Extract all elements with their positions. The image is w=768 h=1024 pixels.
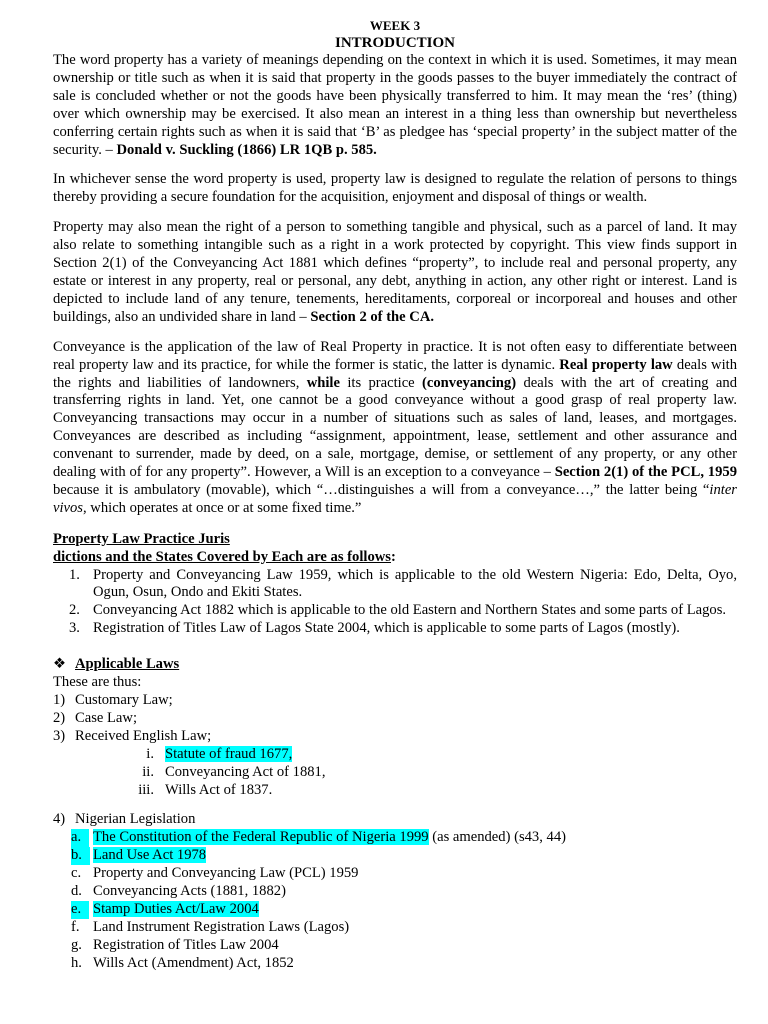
list-text: Nigerian Legislation <box>75 811 196 828</box>
list-text: Land Use Act 1978 <box>93 847 207 864</box>
english-law-list <box>53 746 737 800</box>
list-item <box>53 829 737 847</box>
applicable-laws-list <box>53 692 737 746</box>
list-number: f. <box>71 918 80 935</box>
list-number: b. <box>71 847 90 865</box>
list-number: 1. <box>69 566 80 583</box>
legislation-list <box>53 829 737 972</box>
p4-bold-4: Section 2(1) of the PCL, 1959 <box>554 464 737 481</box>
list-text: Wills Act (Amendment) Act, 1852 <box>93 954 294 971</box>
list-number: e. <box>71 901 89 919</box>
jurisdictions-heading-line2 <box>53 549 737 567</box>
list-number: 4) <box>53 811 66 828</box>
p4-bold-1: Real property law <box>559 356 673 373</box>
list-number: d. <box>71 883 82 900</box>
list-item <box>53 919 737 937</box>
list-number: h. <box>71 954 82 971</box>
paragraph-3-text: Property may also mean the right of a person to something tangible and physical, such as a parcel of land. It may also relate to something intangible such as a right in a work protected by copyright. This view finds support in Section 2(1) of the Conveyancing Act 1881 which defines “property”, to include real and personal property, any estate or interest in any property, real or personal, any debt, anything in action, any other right or interest. Land is depicted to include land of any tenure, tenements, hereditaments, corporeal or incorporeal and houses and other buildings, also an undivided share in land – <box>53 219 737 325</box>
list-number: c. <box>71 865 82 882</box>
paragraph-2: In whichever sense the word property is used, property law is designed to regulate the relation of persons to things thereby providing a secure foundation for the acquisition, enjoyment and disposal of things or wealth. <box>53 171 737 206</box>
list-text: Customary Law; <box>75 692 173 708</box>
p4-bold-2: while <box>306 374 340 391</box>
p4-italic: inter vivos <box>53 481 737 516</box>
list-text: Property and Conveyancing Law 1959, which is applicable to the old Western Nigeria: Edo, Delta, Oyo, Ogun, Osun, Ondo and Ekiti States. <box>93 566 737 601</box>
paragraph-1-text: The word property has a variety of meanings depending on the context in which it is used. Sometimes, it may mean ownership or title such as when it is said that property in the goods passes to the buyer immediately the contract of sale is concluded whether or not the goods have been physically transferred to him. It may mean the ‘res’ (thing) over which ownership may be exercised. It also mean an interest in a thing less than ownership but nevertheless conferring certain rights such as when it is said that ‘B’ as pledgee has ‘special property’ in the subject matter of the security. – <box>53 52 737 158</box>
list-text: Conveyancing Act 1882 which is applicable to the old Eastern and Northern States and some parts of Lagos. <box>93 602 727 619</box>
page-title: INTRODUCTION <box>334 35 455 51</box>
list-item <box>53 811 737 829</box>
heading-colon: : <box>390 548 396 565</box>
list-text: Property and Conveyancing Law (PCL) 1959 <box>93 865 359 882</box>
list-number: i. <box>146 745 154 762</box>
applicable-laws-title: Applicable Laws <box>75 656 180 673</box>
nigerian-legislation-item <box>53 811 737 829</box>
list-number: 3) <box>53 727 66 744</box>
list-number: g. <box>71 936 82 953</box>
list-text: Case Law; <box>75 709 138 726</box>
paragraph-1 <box>53 52 737 159</box>
p4-text-4: deals with the art of creating and transferring rights in land. Yet, one cannot be a good conveyance without a good grasp of real property law. Conveyancing transactions may occur in a number of situations such as sales of land, leases, and mortgages. Conveyances are described as including “assignment, appointment, lease, settlement and other assurance and convenant to surrender, made by deed, on a sale, mortgage, demise, or settlement of any property, or any other dealing with of for any property”. However, a Will is an exception to a conveyance – <box>53 374 737 481</box>
list-number: 2) <box>53 709 66 726</box>
list-item <box>53 847 737 865</box>
p4-text-5: because it is ambulatory (movable), which “…distinguishes a will from a conveyance…,” the latter being “ <box>53 481 710 498</box>
jurisdictions-section <box>53 531 737 638</box>
list-text: Registration of Titles Law of Lagos State 2004, which is applicable to some parts of Lagos (mostly). <box>93 620 680 637</box>
list-text: Conveyancing Act of 1881, <box>165 763 326 780</box>
applicable-laws-heading <box>53 656 737 674</box>
applicable-laws-intro: These are thus: <box>53 674 142 691</box>
list-text: Received English Law; <box>75 727 212 744</box>
list-item <box>53 955 737 973</box>
p4-text-1: Conveyance is the application of the law of Real Property in practice. It is not often easy to differentiate between real property law and its practice, for while the former is static, the latter is dynamic. <box>53 338 737 373</box>
list-item <box>53 602 737 620</box>
list-item <box>53 883 737 901</box>
citation-section-2: Section 2 of the CA. <box>310 308 435 325</box>
list-number: a. <box>71 829 89 847</box>
list-item <box>53 901 737 919</box>
applicable-laws-section <box>53 656 737 972</box>
p4-text-6: , which operates at once or at some fixed time.” <box>83 499 362 516</box>
spacer <box>53 799 737 811</box>
list-item <box>53 692 737 710</box>
list-item <box>53 746 737 764</box>
list-text: Stamp Duties Act/Law 2004 <box>93 900 259 917</box>
p4-text-2: deals with the rights and liabilities of landowners, <box>53 356 737 391</box>
list-text: Conveyancing Acts (1881, 1882) <box>93 883 286 900</box>
list-suffix: (as amended) (s43, 44) <box>428 829 566 846</box>
week-label: WEEK 3 <box>369 18 421 33</box>
jurisdictions-heading-line1: Property Law Practice Juris <box>53 530 230 547</box>
list-item <box>53 728 737 746</box>
list-item <box>53 567 737 603</box>
p4-bold-3: (conveyancing) <box>422 374 517 391</box>
list-item <box>53 620 737 638</box>
p4-text-3: its practice <box>339 374 423 391</box>
citation-donald: Donald v. Suckling (1866) LR 1QB p. 585. <box>116 141 377 158</box>
diamond-bullet-icon: ❖ <box>53 656 67 673</box>
list-text: Wills Act of 1837. <box>165 781 273 798</box>
list-text: Statute of fraud 1677, <box>165 745 293 762</box>
list-number: 2. <box>69 602 80 619</box>
paragraph-3 <box>53 219 737 326</box>
list-item <box>53 782 737 800</box>
list-number: iii. <box>138 781 154 798</box>
list-text: Registration of Titles Law 2004 <box>93 936 279 953</box>
list-item <box>53 764 737 782</box>
list-item <box>53 937 737 955</box>
paragraph-4 <box>53 339 737 518</box>
highlighted-item <box>146 745 293 762</box>
list-text: The Constitution of the Federal Republic of Nigeria 1999 <box>93 829 429 846</box>
list-number: ii. <box>142 763 154 780</box>
list-number: 1) <box>53 692 66 708</box>
jurisdictions-list <box>53 567 737 639</box>
list-item <box>53 710 737 728</box>
list-item <box>53 865 737 883</box>
jurisdictions-heading-text: dictions and the States Covered by Each are as follows <box>53 548 391 565</box>
list-text: Land Instrument Registration Laws (Lagos) <box>93 918 350 935</box>
list-number: 3. <box>69 620 80 637</box>
